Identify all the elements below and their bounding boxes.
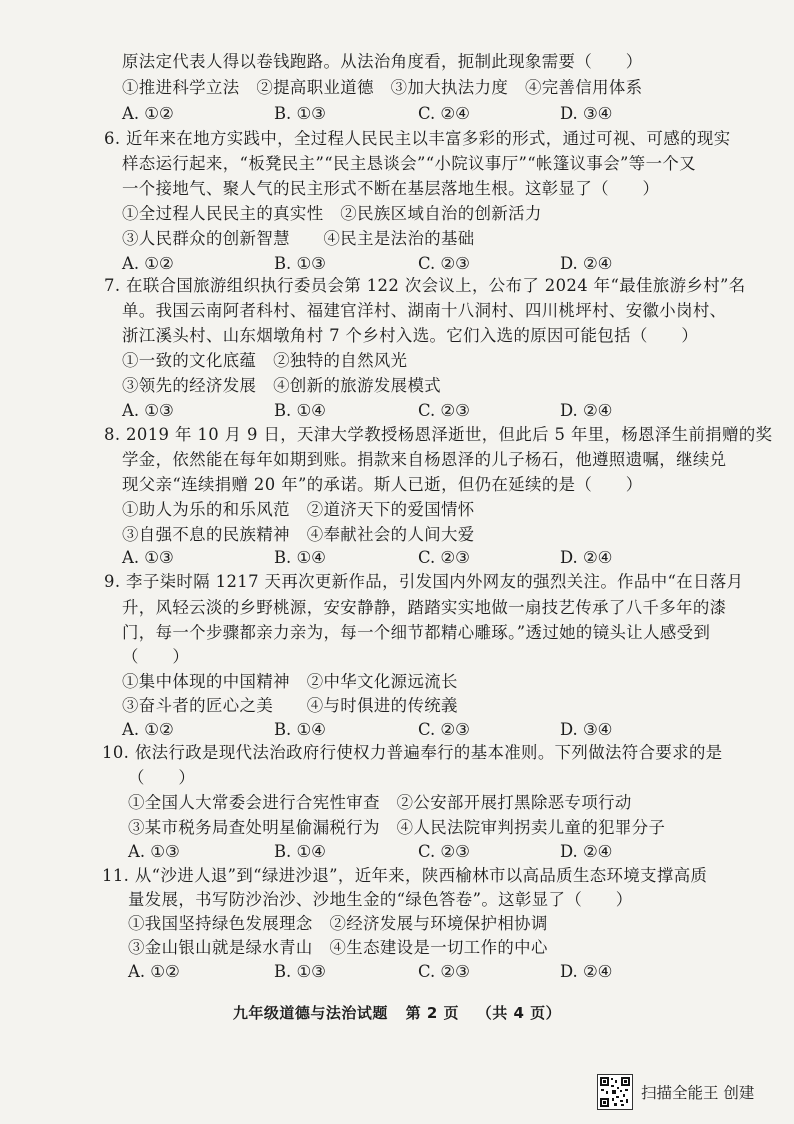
- question-7-statement: ①一致的文化底蕴 ②独特的自然风光: [122, 351, 408, 370]
- question-9-line: 9. 李子柒时隔 1217 天再次更新作品，引发国内外网友的强烈关注。作品中“在日落月: [104, 572, 744, 591]
- question-6-statement: ①全过程人民民主的真实性 ②民族区域自治的创新活力: [122, 204, 542, 223]
- question-8-statement: ①助人为乐的和乐风范 ②道济天下的爱国情怀: [122, 500, 475, 519]
- question-10-line: （ ）: [128, 768, 196, 787]
- question-5-line: 原法定代表人得以卷钱跑路。从法治角度看，扼制此现象需要（ ）: [122, 52, 643, 71]
- question-6-line: 样态运行起来，“板凳民主”“民主恳谈会”“小院议事厅”“帐篷议事会”等一个又: [122, 154, 696, 173]
- option-d: D. ②④: [560, 548, 613, 567]
- option-a: A. ①②: [128, 962, 180, 981]
- option-a: A. ①②: [122, 254, 174, 273]
- question-10-statement: ③某市税务局查处明星偷漏税行为 ④人民法院审判拐卖儿童的犯罪分子: [128, 818, 666, 837]
- option-c: C. ②③: [418, 401, 470, 420]
- question-10-statement: ①全国人大常委会进行合宪性审查 ②公安部开展打黑除恶专项行动: [128, 793, 632, 812]
- question-6-statement: ③人民群众的创新智慧 ④民主是法治的基础: [122, 229, 475, 248]
- option-d: D. ②④: [560, 842, 613, 861]
- option-c: C. ②③: [418, 548, 470, 567]
- question-7-line: 浙江溪头村、山东烟墩角村 7 个乡村入选。它们入选的原因可能包括（ ）: [122, 326, 699, 345]
- option-b: B. ①③: [274, 254, 326, 273]
- option-a: A. ①②: [122, 720, 174, 739]
- option-c: C. ②③: [418, 254, 470, 273]
- question-7-line: 7. 在联合国旅游组织执行委员会第 122 次会议上，公布了 2024 年“最佳旅游乡村”名: [104, 276, 746, 295]
- option-a: A. ①③: [128, 842, 180, 861]
- question-9-line: 升，风轻云淡的乡野桃源，安安静静，踏踏实实地做一扇技艺传承了八千多年的漆: [122, 598, 727, 617]
- question-9-line: （ ）: [122, 647, 190, 666]
- option-d: D. ②④: [560, 401, 613, 420]
- question-9-statement: ①集中体现的中国精神 ②中华文化源远流长: [122, 672, 458, 691]
- option-c: C. ②③: [418, 962, 470, 981]
- question-7-line: 单。我国云南阿者科村、福建官洋村、湖南十八洞村、四川桃坪村、安徽小岗村、: [122, 301, 727, 320]
- question-10-line: 10. 依法行政是现代法治政府行使权力普遍奉行的基本准则。下列做法符合要求的是: [102, 743, 723, 762]
- option-b: B. ①④: [274, 842, 326, 861]
- option-a: A. ①②: [122, 104, 174, 123]
- question-11-statement: ①我国坚持绿色发展理念 ②经济发展与环境保护相协调: [128, 914, 548, 933]
- question-11-statement: ③金山银山就是绿水青山 ④生态建设是一切工作的中心: [128, 938, 548, 957]
- question-9-line: 门，每一个步骤都亲力亲为，每一个细节都精心雕琢。”透过她的镜头让人感受到: [122, 623, 711, 642]
- question-8-line: 8. 2019 年 10 月 9 日，天津大学教授杨恩泽逝世，但此后 5 年里，杨恩泽生前捐赠的奖: [104, 425, 773, 444]
- option-d: D. ②④: [560, 254, 613, 273]
- question-6-line: 6. 近年来在地方实践中，全过程人民民主以丰富多彩的形式，通过可视、可感的现实: [104, 129, 731, 148]
- question-11-line: 量发展，书写防沙治沙、沙地生金的“绿色答卷”。这彰显了（ ）: [128, 890, 633, 909]
- question-8-statement: ③自强不息的民族精神 ④奉献社会的人间大爱: [122, 525, 475, 544]
- footer-total-pages: （共 4 页）: [476, 1004, 562, 1022]
- option-d: D. ③④: [560, 104, 613, 123]
- question-6-line: 一个接地气、聚人气的民主形式不断在基层落地生根。这彰显了（ ）: [122, 179, 660, 198]
- page-footer: [0, 1002, 794, 1023]
- footer-subject: 九年级道德与法治试题: [232, 1004, 388, 1022]
- option-d: D. ②④: [560, 962, 613, 981]
- footer-page-number: 第 2 页: [405, 1004, 459, 1022]
- option-d: D. ③④: [560, 720, 613, 739]
- option-c: C. ②③: [418, 720, 470, 739]
- watermark-text: 扫描全能王 创建: [641, 1084, 755, 1102]
- option-c: C. ②④: [418, 104, 470, 123]
- qr-code-icon: [597, 1074, 633, 1110]
- question-5-statements: ①推进科学立法 ②提高职业道德 ③加大执法力度 ④完善信用体系: [122, 78, 643, 97]
- question-8-line: 现父亲“连续捐赠 20 年”的承诺。斯人已逝，但仍在延续的是（ ）: [122, 475, 643, 494]
- option-b: B. ①③: [274, 104, 326, 123]
- option-b: B. ①④: [274, 548, 326, 567]
- option-b: B. ①③: [274, 962, 326, 981]
- option-a: A. ①③: [122, 401, 174, 420]
- question-7-statement: ③领先的经济发展 ④创新的旅游发展模式: [122, 376, 442, 395]
- scanner-watermark: [597, 1074, 787, 1110]
- option-b: B. ①④: [274, 401, 326, 420]
- question-8-line: 学金，依然能在每年如期到账。捐款来自杨恩泽的儿子杨石，他遵照遗嘱，继续兑: [122, 450, 727, 469]
- option-a: A. ①③: [122, 548, 174, 567]
- question-9-statement: ③奋斗者的匠心之美 ④与时俱进的传统義: [122, 696, 458, 715]
- question-11-line: 11. 从“沙进人退”到“绿进沙退”，近年来，陕西榆林市以高品质生态环境支撑高质: [102, 866, 708, 885]
- option-b: B. ①④: [274, 720, 326, 739]
- option-c: C. ②③: [418, 842, 470, 861]
